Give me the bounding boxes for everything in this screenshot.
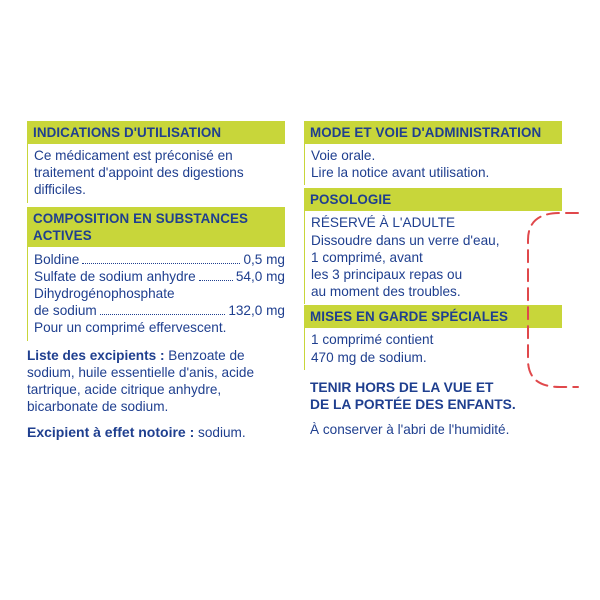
composition-item-name: Boldine bbox=[34, 251, 80, 267]
posologie-line: 1 comprimé, avant bbox=[311, 249, 423, 265]
composition-item-name: de sodium bbox=[34, 303, 97, 319]
notoire-value: sodium. bbox=[198, 425, 246, 441]
posologie-line: RÉSERVÉ À L'ADULTE bbox=[311, 215, 456, 231]
composition-text bbox=[27, 247, 285, 341]
mode-text bbox=[304, 144, 562, 185]
indications-line: Ce médicament est préconisé en bbox=[34, 148, 233, 163]
mode-heading: MODE ET VOIE D'ADMINISTRATION bbox=[304, 121, 562, 144]
indications-text bbox=[27, 144, 285, 203]
mode-line: Voie orale. bbox=[311, 148, 376, 163]
dot-leader bbox=[82, 263, 240, 264]
left-column bbox=[27, 121, 285, 442]
composition-item bbox=[34, 302, 285, 319]
child-warning-line: TENIR HORS DE LA VUE ET bbox=[310, 379, 494, 395]
excipients-line: sodium, huile essentielle d'anis, acide bbox=[27, 364, 255, 380]
composition-item bbox=[34, 251, 285, 268]
indications-line: traitement d'appoint des digestions bbox=[34, 165, 244, 181]
composition-item-value: 54,0 mg bbox=[235, 268, 285, 284]
excipients-text: Benzoate de bbox=[168, 347, 245, 363]
composition-heading bbox=[27, 207, 285, 247]
mises-line: 470 mg de sodium. bbox=[311, 349, 427, 365]
dot-leader bbox=[199, 280, 233, 281]
composition-heading-line1: COMPOSITION EN SUBSTANCES bbox=[33, 210, 249, 226]
mises-line: 1 comprimé contient bbox=[311, 332, 434, 348]
mode-line: Lire la notice avant utilisation. bbox=[311, 165, 490, 181]
composition-note: Pour un comprimé effervescent. bbox=[34, 320, 227, 336]
composition-heading-line2: ACTIVES bbox=[33, 227, 92, 243]
mises-heading: MISES EN GARDE SPÉCIALES bbox=[304, 305, 562, 328]
posologie-line: Dissoudre dans un verre d'eau, bbox=[311, 232, 500, 248]
excipients-label: Liste des excipients : bbox=[27, 347, 165, 363]
excipients-line: bicarbonate de sodium. bbox=[27, 399, 169, 415]
excipients-line: tartrique, acide citrique anhydre, bbox=[27, 382, 222, 398]
composition-item-name: Sulfate de sodium anhydre bbox=[34, 268, 196, 284]
notoire-label: Excipient à effet notoire : bbox=[27, 424, 195, 441]
child-warning-line: DE LA PORTÉE DES ENFANTS. bbox=[310, 397, 516, 413]
notoire bbox=[27, 424, 285, 441]
excipients-list bbox=[27, 347, 285, 416]
composition-item-value: 132,0 mg bbox=[228, 303, 285, 319]
posologie-line: les 3 principaux repas ou bbox=[311, 267, 463, 283]
posologie-heading: POSOLOGIE bbox=[304, 188, 562, 211]
indications-heading: INDICATIONS D'UTILISATION bbox=[27, 121, 285, 144]
composition-item-value: 0,5 mg bbox=[243, 251, 285, 267]
storage-note: À conserver à l'abri de l'humidité. bbox=[310, 422, 510, 438]
excipients-first-line bbox=[27, 347, 285, 364]
dot-leader bbox=[100, 314, 226, 315]
posologie-line: au moment des troubles. bbox=[311, 284, 461, 300]
red-dashed-bracket bbox=[520, 210, 580, 390]
composition-item-name: Dihydrogénophosphate bbox=[34, 286, 175, 302]
composition-item bbox=[34, 268, 285, 285]
indications-line: difficiles. bbox=[34, 182, 86, 198]
